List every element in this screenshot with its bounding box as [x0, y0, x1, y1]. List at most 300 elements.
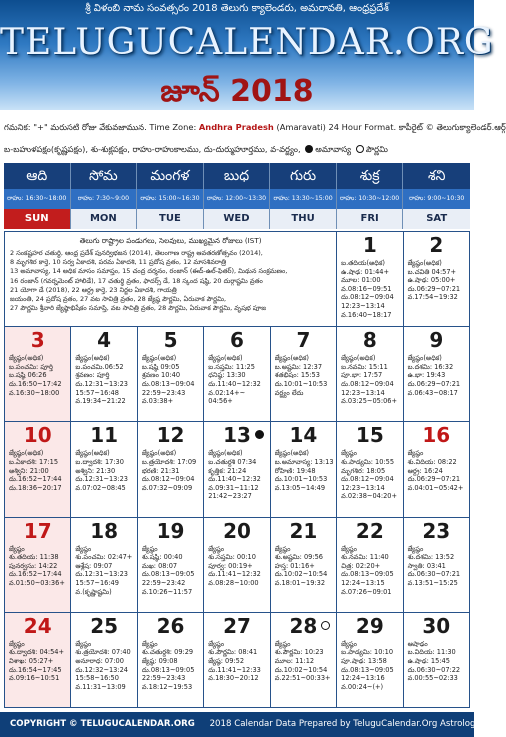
day-detail-line: శు.ద్వాదశి: 04:54+: [9, 648, 65, 657]
day-detail-line: 12:24~13:16: [341, 674, 385, 683]
day-details: [142, 449, 201, 492]
day-detail-line: శు.విదియ: 08:22: [407, 457, 457, 466]
day-cell-5[interactable]: [138, 327, 203, 421]
day-number: 6: [230, 328, 244, 353]
footer: [0, 712, 506, 737]
day-detail-line: జ్యేష్ఠం: [274, 544, 291, 553]
weekday-english: SAT: [403, 209, 470, 229]
day-details: [341, 354, 400, 406]
day-cell-9[interactable]: [404, 327, 469, 421]
note-prefix: గమనిక: "+" మరుసటి రోజు వేకువజామున.: [4, 122, 147, 132]
day-details: [341, 545, 400, 597]
day-cell-20[interactable]: [204, 518, 269, 612]
day-cell-15[interactable]: [337, 422, 402, 516]
header-subtitle: శ్రీ విళంబి నామ సంవత్సరం 2018 తెలుగు క్యాలెండరు, అమరావతి, ఆంధ్రప్రదేశ్: [85, 3, 389, 14]
day-detail-line: దు.08:13~09:04: [141, 379, 195, 388]
day-detail-line: దు.06:30~07:21: [407, 570, 461, 579]
day-number: 29: [355, 613, 384, 638]
day-details: [208, 545, 267, 588]
day-detail-line: వ.18:30~20:12: [208, 674, 259, 683]
weekday-sun: [4, 163, 71, 229]
day-detail-line: 22:59~23:43: [141, 674, 186, 683]
day-detail-line: దు.10:01~10:53: [274, 475, 328, 484]
day-details: [75, 354, 134, 406]
weekday-thu: [270, 163, 337, 229]
festival-line: 13 అమావాస్య, 14 అధిక మాసం సమాప్తం, 15 చంద్ర దర్శనం, రంజాన్ (ఈద్-ఉల్-ఫితర్), మిథున సంక్రమణం,: [10, 267, 288, 276]
day-detail-line: అనూరాధ: 07:00: [75, 656, 124, 665]
day-detail-line: దు.16:54~17:45: [9, 665, 62, 674]
festival-line: 16 రంజాన్ (గవర్నమెంట్ హాలిడే), 17 చతుర్థి వ్రతం, ఫాదర్స్ డే, 18 స్కంద షష్ఠి, 20 దుర్గాష్టమి వ్రతం: [10, 276, 263, 285]
day-detail-line: దు.08:12~09:04: [341, 379, 394, 388]
day-detail-line: పూర్వ: 00:19+: [208, 561, 253, 570]
day-detail-line: వ.17:54~19:32: [407, 293, 458, 302]
day-number: 23: [422, 518, 451, 543]
new-moon-icon: [305, 145, 313, 153]
day-detail-line: ఉ.భా: 19:43: [407, 371, 446, 380]
day-cell-8[interactable]: [337, 327, 402, 421]
day-detail-line: వ.08:16~09:51: [341, 284, 392, 293]
weekday-header: [4, 163, 470, 229]
day-detail-line: వ.10:26~11:57: [141, 587, 193, 596]
day-details: [408, 545, 467, 588]
day-detail-line: దు.08:13~09:05: [341, 570, 394, 579]
day-detail-line: దు.18:36~20:17: [9, 483, 62, 492]
new-moon-label: అమావాస్య: [315, 144, 352, 154]
day-details: [208, 354, 267, 406]
day-detail-line: జ్యేష్ఠం: [208, 639, 225, 648]
day-detail-line: శు.త్రయోదశి: 07:40: [75, 648, 131, 657]
day-details: [142, 545, 201, 597]
day-number: 18: [90, 518, 119, 543]
day-detail-line: వ.03:25~05:06+: [341, 397, 397, 406]
full-moon-icon: [356, 145, 364, 153]
day-detail-line: వ.07:32~09:09: [141, 483, 193, 492]
day-detail-line: జ్యేష్ఠం(అధిక): [341, 354, 376, 363]
day-detail-line: దు.12:31~13:23: [75, 379, 128, 388]
day-cell-22[interactable]: [337, 518, 402, 612]
day-detail-line: మృగశిర: 18:05: [341, 466, 386, 475]
weekday-telugu: శుక్ర: [337, 163, 403, 189]
weekday-english: FRI: [337, 209, 403, 229]
day-details: [408, 640, 467, 683]
day-detail-line: దు.10:01~10:53: [274, 379, 328, 388]
day-detail-line: దు.08:13~09:05: [141, 570, 195, 579]
day-detail-line: వ.07:02~08:45: [75, 483, 126, 492]
day-detail-line: జ్యేష్ఠం(అధిక): [274, 449, 309, 458]
day-cell-23[interactable]: [404, 518, 469, 612]
day-detail-line: ఆషాఢం: [407, 639, 428, 648]
day-detail-line: దు.11:41~12:32: [208, 570, 261, 579]
day-number: 1: [362, 233, 377, 257]
day-detail-line: చిత్ర: 02:20+: [341, 561, 381, 570]
weekday-telugu: మంగళ: [137, 163, 203, 189]
day-detail-line: వ.16:40~18:17: [341, 310, 392, 319]
day-detail-line: జ్యేష్ఠం: [274, 639, 291, 648]
day-details: [75, 449, 134, 492]
day-details: [9, 640, 68, 683]
day-number: 4: [97, 328, 112, 353]
day-details: [341, 640, 400, 692]
day-detail-line: బ.అమావాస్య: 13:13: [274, 457, 334, 466]
day-detail-line: జ్యేష్ఠం(అధిక): [75, 449, 110, 458]
day-details: [408, 449, 467, 492]
festival-list: [5, 232, 336, 326]
site-logo-text[interactable]: TELUGUCALENDAR.ORG: [0, 22, 494, 63]
day-details: [275, 449, 334, 492]
day-detail-line: అశ్విని: 21:30: [75, 466, 116, 475]
day-detail-line: 12:23~13:14: [341, 301, 385, 310]
day-detail-line: వ.09:31~11:12: [208, 483, 259, 492]
day-detail-line: 12:24~13:15: [341, 578, 385, 587]
day-cell-21[interactable]: [271, 518, 336, 612]
day-detail-line: శు.అష్టమి: 09:56: [274, 553, 323, 562]
day-cell-10[interactable]: [5, 422, 70, 516]
festival-line: 2 సంకష్టహర చతుర్థి, ఆంధ్ర ప్రదేశ్ పునర్విభజన (2014), తెలంగాణ రాష్ట్ర ఆవతరణోత్సవం (2014),: [10, 249, 263, 257]
day-detail-line: జ్యేష్ఠం: [407, 449, 424, 458]
day-detail-line: జ్యేష్ఠం(అధిక): [274, 354, 309, 363]
weekday-wed: [204, 163, 271, 229]
day-detail-line: శ్రవణం: పూర్తి: [75, 371, 110, 380]
day-detail-line: పునర్వసు: 14:22: [9, 561, 58, 570]
day-detail-line: ఉ.షాఢ: 15:45: [407, 656, 450, 665]
day-detail-line: వ.07:26~09:01: [341, 587, 392, 596]
weekday-rahu: రాహు: 13:30~15:00: [270, 189, 336, 209]
festival-line: 8 మృగశిర కార్తె, 10 సర్వ ఏకాదశి, పరమ ఏకాదశి, 11 ప్రదోష వ్రతం, 12 మాసశివరాత్రి: [10, 258, 227, 267]
day-number: 13: [223, 423, 251, 448]
day-detail-line: ఉ.షాఢ: 05:00+: [407, 276, 456, 285]
day-detail-line: 15:57~16:49: [75, 578, 119, 587]
day-number: 21: [289, 518, 318, 543]
day-detail-line: ధనిష్ఠ: 13:30: [208, 371, 246, 380]
day-detail-line: జ్యేష్ఠం(అధిక): [208, 354, 243, 363]
day-detail-line: దు.16:52~17:44: [9, 570, 62, 579]
day-detail-line: బ.విదియ: 11:30: [407, 648, 456, 657]
day-detail-line: బ.పంచమి: పూర్తి: [9, 362, 53, 371]
day-detail-line: ఆశ్లేష: 09:07: [75, 561, 113, 570]
day-number: 14: [289, 423, 318, 448]
day-details: [341, 449, 400, 501]
day-detail-line: మఖ: 08:07: [141, 561, 178, 570]
day-detail-line: వ.00:24~(+): [341, 682, 384, 691]
day-detail-line: శు.పౌర్ణమి: 08:41: [208, 648, 258, 657]
day-detail-line: 21:42~23:27: [208, 492, 252, 501]
weekday-telugu: శని: [403, 163, 470, 189]
calendar-grid: [4, 231, 470, 708]
weekday-fri: [337, 163, 404, 229]
weekday-rahu: రాహు: 9:00~10:30: [403, 189, 470, 209]
day-number: 5: [163, 328, 178, 353]
day-details: [9, 449, 68, 492]
day-detail-line: బ.దశమి: 16:32: [407, 362, 454, 371]
day-detail-line: దు.08:13~09:05: [141, 665, 195, 674]
day-detail-line: వర్జ్యం లేదు: [274, 388, 304, 397]
day-detail-line: బ.పంచమి.06:52: [75, 362, 124, 371]
day-cell-1[interactable]: [337, 232, 402, 326]
day-detail-line: దు.08:12~09:04: [341, 475, 394, 484]
day-detail-line: కృత్తిక: 21:24: [208, 466, 247, 475]
day-detail-line: 15:57~16:48: [75, 388, 119, 397]
day-detail-line: దు.10:02~10:54: [274, 665, 328, 674]
day-detail-line: 22:59~23:42: [141, 578, 186, 587]
day-detail-line: వ.19:34~21:22: [75, 397, 126, 406]
day-detail-line: దు.16:50~17:42: [9, 379, 62, 388]
day-details: [275, 354, 334, 397]
day-detail-line: వ.18:01~19:32: [274, 578, 326, 587]
day-cell-14[interactable]: [271, 422, 336, 516]
day-number: 3: [30, 328, 45, 353]
day-detail-line: బ.సప్తమి: 11:25: [208, 362, 255, 371]
day-cell-30[interactable]: [404, 613, 469, 707]
day-detail-line: 22:59~23:43: [141, 388, 186, 397]
festival-line: 27 పౌర్ణమి శ్రీవారి జ్యేష్ఠాభిషేకం సమాప్తి, వట సావిత్రి వ్రతం, 28 పౌర్ణమి, ఏరువాక పౌర్ణమి, వృషభ పూజ: [10, 304, 267, 313]
day-details: [142, 354, 201, 406]
day-cell-2[interactable]: [404, 232, 469, 326]
weekday-mon: [71, 163, 138, 229]
day-detail-line: జ్యేష్ఠం: [9, 639, 25, 648]
day-detail-line: వ.02:38~04:20+: [341, 492, 397, 501]
day-detail-line: శతభిషం: 15:53: [274, 371, 320, 380]
day-detail-line: వ.08:28~10:00: [208, 578, 259, 587]
day-details: [9, 545, 68, 588]
day-number: 22: [355, 518, 384, 543]
day-details: [208, 449, 267, 501]
weekday-tue: [137, 163, 204, 229]
day-cell-19[interactable]: [138, 518, 203, 612]
day-detail-line: శు.సప్తమి: 00:10: [208, 553, 256, 562]
day-number: 20: [223, 518, 251, 543]
day-detail-line: వ.09:16~10:51: [9, 674, 60, 683]
day-number: 2: [429, 233, 444, 257]
day-detail-line: జ్యేష్ఠ: 09:52: [208, 656, 245, 665]
day-cell-16[interactable]: [404, 422, 469, 516]
day-cell-17[interactable]: [5, 518, 70, 612]
day-details: [75, 545, 134, 597]
day-cell-4[interactable]: [71, 327, 136, 421]
day-detail-line: 04:56+: [208, 397, 233, 406]
day-details: [208, 640, 267, 683]
day-cell-13[interactable]: [204, 422, 269, 516]
day-detail-line: జ్యేష్ఠం: [208, 544, 225, 553]
day-number: 8: [362, 328, 377, 353]
festival-title: తెలుగు రాష్ట్రాల పండుగలు, సెలవులు, ముఖ్యమైన రోజులు (IST): [79, 236, 262, 245]
day-detail-line: జ్యేష్ఠం: [141, 544, 158, 553]
timezone-value: Andhra Pradesh: [198, 122, 274, 132]
day-cell-3[interactable]: [5, 327, 70, 421]
day-detail-line: బ.చతుర్దశి 07:34: [208, 457, 257, 466]
day-detail-line: జ్యేష్ఠం(అధిక): [208, 449, 243, 458]
day-detail-line: జ్యేష్ఠం: [407, 544, 424, 553]
day-detail-line: వ.(కృష్ణాష్టమి): [75, 587, 112, 596]
footer-credit: 2018 Calendar Data Prepared by TeluguCalendar.Org Astrology Team: [209, 719, 506, 729]
day-detail-line: దు.16:52~17:44: [9, 475, 62, 484]
day-detail-line: జ్యేష్ఠం: [9, 544, 25, 553]
day-detail-line: మూల: 01:00: [341, 276, 381, 285]
weekday-english: THU: [270, 209, 336, 229]
day-detail-line: వ.02:14+~: [208, 388, 246, 397]
day-detail-line: బ.షష్ఠి 09:05: [141, 362, 180, 371]
day-number: 26: [156, 613, 185, 638]
full-moon-label: పౌర్ణమి: [365, 144, 388, 154]
day-detail-line: దు.06:29~07:21: [407, 475, 461, 484]
day-detail-line: 12:23~13:14: [341, 388, 385, 397]
day-detail-line: జ్యేష్ఠం: [341, 544, 357, 553]
note-line: [4, 122, 506, 135]
day-detail-line: పూ.భా: 17:57: [341, 371, 383, 380]
day-detail-line: బ.ఏకాదశి: 17:15: [9, 457, 59, 466]
day-detail-line: అశ్విని: 21:00: [9, 466, 49, 475]
day-number: 19: [156, 518, 185, 543]
day-details: [341, 259, 400, 319]
day-details: [408, 354, 467, 397]
full-moon-icon: [321, 621, 330, 630]
day-number: 27: [223, 613, 251, 638]
day-number: 16: [422, 423, 451, 448]
day-detail-line: దు.10:02~10:54: [274, 570, 328, 579]
day-cell-6[interactable]: [204, 327, 269, 421]
day-cell-27[interactable]: [204, 613, 269, 707]
day-detail-line: వ.01:50~03:36+: [9, 578, 65, 587]
day-number: 28: [289, 613, 318, 638]
day-detail-line: బ.చవితి 04:57+: [407, 267, 457, 276]
day-detail-line: 15:58~16:50: [75, 674, 119, 683]
day-detail-line: దు.08:13~09:05: [341, 665, 394, 674]
day-number: 30: [422, 613, 451, 638]
day-detail-line: రోహిణి: 19:48: [274, 466, 316, 475]
day-detail-line: శు.పౌర్ణమి: 10:23: [274, 648, 324, 657]
day-detail-line: దు.12:32~13:24: [75, 665, 128, 674]
day-detail-line: వ.13:05~14:49: [274, 483, 326, 492]
day-cell-24[interactable]: [5, 613, 70, 707]
day-number: 15: [355, 423, 384, 448]
day-detail-line: వ.22:51~00:33+: [274, 674, 331, 683]
day-detail-line: దు.08:12~09:04: [341, 293, 394, 302]
weekday-rahu: రాహు: 15:00~16:30: [137, 189, 203, 209]
day-number: 9: [429, 328, 444, 353]
day-detail-line: బ.తదియ(అధిక): [341, 259, 385, 267]
day-cell-12[interactable]: [138, 422, 203, 516]
day-detail-line: జ్యేష్ఠం(అధిక): [141, 449, 177, 458]
day-detail-line: భరణి: 21:31: [141, 466, 180, 475]
day-detail-line: హస్త: 01:16+: [274, 561, 315, 570]
day-detail-line: స్వాతి: 03:41: [407, 561, 446, 570]
day-cell-7[interactable]: [271, 327, 336, 421]
weekday-rahu: రాహు: 12:00~13:30: [204, 189, 270, 209]
day-detail-line: శు.షష్ఠి: 00:40: [141, 553, 183, 562]
day-detail-line: వ.16:30~18:00: [9, 388, 60, 397]
day-detail-line: వ.00:55~02:33: [407, 674, 458, 683]
day-detail-line: దు.12:31~13:23: [75, 475, 128, 484]
day-detail-line: జ్యేష్ఠం(అధిక): [141, 354, 177, 363]
day-detail-line: శు.దశమి: 13:52: [407, 553, 455, 562]
day-detail-line: ఉ.షాఢ: 01:44+: [341, 267, 390, 276]
day-detail-line: శు.నవమి: 11:40: [341, 553, 389, 562]
note-rest: (Amaravati) 24 Hour Format. కాపీరైట్ © తెలుగుక్యాలెండర్.ఆర్గ్: [276, 122, 506, 132]
day-number: 7: [296, 328, 311, 353]
day-detail-line: దు.06:30~07:22: [407, 665, 461, 674]
day-cell-18[interactable]: [71, 518, 136, 612]
day-number: 10: [23, 423, 52, 448]
day-detail-line: శు.పాడ్యమి: 10:55: [341, 457, 395, 466]
day-detail-line: జ్యేష్ఠం: [75, 639, 92, 648]
day-cell-28[interactable]: [271, 613, 336, 707]
day-detail-line: దు.08:12~09:04: [141, 475, 195, 484]
day-detail-line: జ్యేష్ఠం(అధిక): [9, 449, 44, 458]
day-details: [275, 545, 334, 588]
day-detail-line: వ.04:01~05:42+: [407, 483, 464, 492]
day-details: [408, 259, 467, 302]
day-cell-25[interactable]: [71, 613, 136, 707]
weekday-english: WED: [204, 209, 270, 229]
day-detail-line: జ్యేష్ఠ: 09:08: [141, 656, 178, 665]
timezone-label: Time Zone:: [149, 122, 197, 132]
weekday-english: MON: [71, 209, 137, 229]
day-detail-line: బ.అష్టమి: 12:37: [274, 362, 323, 371]
day-detail-line: దు.11:40~12:32: [208, 475, 261, 484]
weekday-sat: [403, 163, 470, 229]
weekday-telugu: గురు: [270, 163, 336, 189]
day-detail-line: శ్రవణం 10:40: [141, 371, 181, 380]
festival-line: జయంతి, 24 ప్రదోష వ్రతం, 27 వట సావిత్రి వ్రతం, 28 జ్యేష్ఠ పౌర్ణమి, ఏరువాక పౌర్ణమి,: [10, 295, 227, 304]
weekday-rahu: రాహు: 10:30~12:00: [337, 189, 403, 209]
day-detail-line: జ్యేష్ఠం(అధిక): [407, 354, 442, 363]
day-details: [9, 354, 68, 397]
day-details: [142, 640, 201, 692]
weekday-english: SUN: [4, 209, 70, 229]
weekday-telugu: బుధ: [204, 163, 270, 189]
footer-copyright[interactable]: COPYRIGHT © TELUGUCALENDAR.ORG: [10, 719, 195, 729]
day-detail-line: దు.06:29~07:21: [407, 284, 461, 293]
weekday-rahu: రాహు: 7:30~9:00: [71, 189, 137, 209]
day-detail-line: బ.ద్వాదశి: 17:30: [75, 457, 124, 466]
day-number: 24: [23, 613, 52, 638]
day-detail-line: మూల: 11:12: [274, 656, 315, 665]
day-detail-line: దు.06:29~07:21: [407, 379, 461, 388]
day-number: 17: [23, 518, 52, 543]
day-detail-line: బ.నవమి: 15:11: [341, 362, 388, 371]
day-number: 12: [156, 423, 185, 448]
day-cell-26[interactable]: [138, 613, 203, 707]
day-detail-line: పూ.షాఢ: 13:58: [341, 656, 387, 665]
day-details: [75, 640, 134, 692]
day-detail-line: బ.పాడ్యమి: 10:10: [341, 648, 394, 657]
day-detail-line: జ్యేష్ఠం: [75, 544, 92, 553]
day-cell-29[interactable]: [337, 613, 402, 707]
day-detail-line: వ.11:31~13:09: [75, 682, 126, 691]
weekday-english: TUE: [137, 209, 203, 229]
weekday-rahu: రాహు: 16:30~18:00: [4, 189, 70, 209]
day-detail-line: బ.షష్ఠి 06:26: [9, 371, 47, 380]
day-number: 11: [90, 423, 119, 448]
day-detail-line: జ్యేష్ఠం(అధిక): [75, 354, 110, 363]
day-detail-line: శు.పంచమి: 02:47+: [75, 553, 133, 562]
day-detail-line: శు.చతుర్దశి: 09:29: [141, 648, 194, 657]
day-number: 25: [90, 613, 119, 638]
day-detail-line: వ.13:51~15:25: [407, 578, 458, 587]
day-detail-line: వ.06:43~08:17: [407, 388, 458, 397]
month-title: జూన్ 2018: [160, 74, 314, 109]
day-detail-line: దు.11:41~12:33: [208, 665, 261, 674]
day-detail-line: దు.11:40~12:32: [208, 379, 261, 388]
day-detail-line: దు.12:31~13:23: [75, 570, 128, 579]
day-cell-11[interactable]: [71, 422, 136, 516]
day-detail-line: వ.03:38+: [141, 397, 174, 406]
day-detail-line: జ్యేష్ఠం: [341, 449, 357, 458]
day-detail-line: బ.త్రయోదశి: 17:09: [141, 457, 197, 466]
weekday-telugu: సోమ: [71, 163, 137, 189]
day-detail-line: ఆర్ద్ర: 16:24: [407, 466, 443, 475]
header-banner: [0, 0, 494, 110]
day-detail-line: వ.18:12~19:53: [141, 682, 193, 691]
